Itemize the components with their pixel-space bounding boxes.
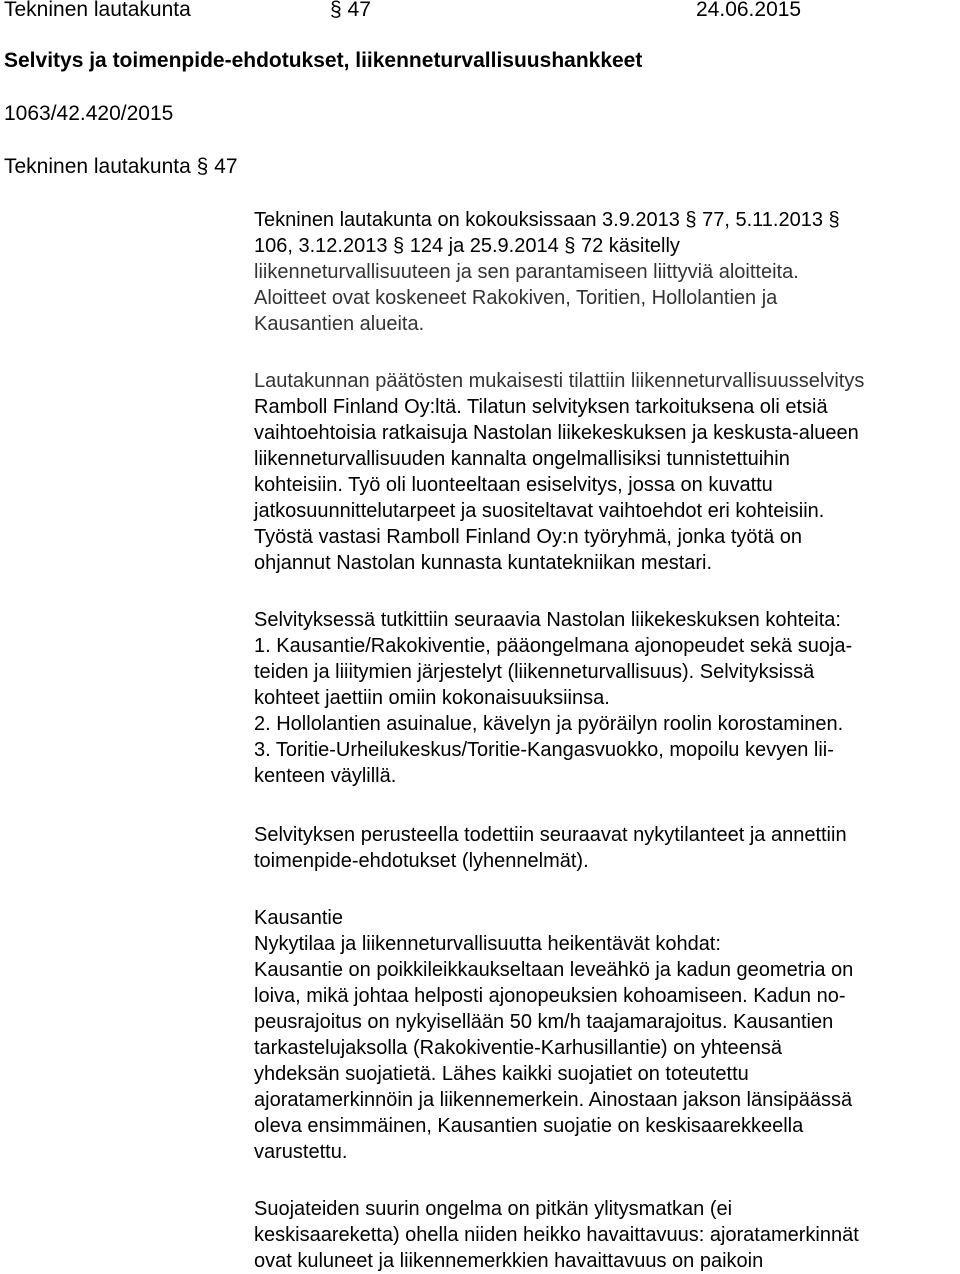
record-number: 1063/42.420/2015 <box>4 102 174 125</box>
text-line: ohjannut Nastolan kunnasta kuntatekniikan mestari. <box>254 552 713 574</box>
text-line: Selvityksessä tutkittiin seuraavia Nastolan liikekeskuksen kohteita: <box>254 609 841 631</box>
list-item: 2. Hollolantien asuinalue, kävelyn ja pyöräilyn roolin korostaminen. <box>254 713 844 735</box>
header-committee: Tekninen lautakunta <box>4 0 191 21</box>
text-line: 106, 3.12.2013 § 124 ja 25.9.2014 § 72 käsitelly <box>254 235 680 257</box>
header-section: § 47 <box>330 0 371 21</box>
document-title: Selvitys ja toimenpide-ehdotukset, liikenneturvallisuushankkeet <box>4 49 643 72</box>
text-line: tarkastelujaksolla (Rakokiventie-Karhusillantie) on yhteensä <box>254 1037 783 1059</box>
text-line: yhdeksän suojatietä. Lähes kaikki suojatiet on toteutettu <box>254 1063 749 1085</box>
text-line: Kausantie on poikkileikkaukseltaan leveähkö ja kadun geometria on <box>254 959 854 981</box>
text-line: kenteen väylillä. <box>254 765 397 787</box>
text-line: Nykytilaa ja liikenneturvallisuutta heikentävät kohdat: <box>254 933 721 955</box>
text-line: peusrajoitus on nykyisellään 50 km/h taajamarajoitus. Kausantien <box>254 1011 834 1033</box>
text-line: kohteet jaettiin omiin kokonaisuuksiinsa. <box>254 687 610 709</box>
text-line: toimenpide-ehdotukset (lyhennelmät). <box>254 850 589 872</box>
text-line: Selvityksen perusteella todettiin seuraavat nykytilanteet ja annettiin <box>254 824 847 846</box>
text-line: jatkosuunnittelutarpeet ja suositeltavat vaihtoehdot eri kohteisiin. <box>254 500 825 522</box>
section-heading: Kausantie <box>254 907 343 929</box>
text-line: teiden ja liiitymien järjestelyt (liikenneturvallisuus). Selvityksissä <box>254 661 815 683</box>
text-line: loiva, mikä johtaa helposti ajonopeuksien kohoamiseen. Kadun no- <box>254 985 846 1007</box>
text-line: vaihtoehtoisia ratkaisuja Nastolan liikekeskuksen ja keskusta-alueen <box>254 422 859 444</box>
text-line: kohteisiin. Työ oli luonteeltaan esiselvitys, jossa on kuvattu <box>254 474 773 496</box>
text-line: Ramboll Finland Oy:ltä. Tilatun selvityksen tarkoituksena oli etsiä <box>254 396 828 418</box>
text-line: oleva ensimmäinen, Kausantien suojatie on keskisaarekkeella <box>254 1115 804 1137</box>
subheading: Tekninen lautakunta § 47 <box>4 155 238 178</box>
header-date: 24.06.2015 <box>696 0 802 21</box>
text-line: Työstä vastasi Ramboll Finland Oy:n työryhmä, jonka työtä on <box>254 526 803 548</box>
text-line: keskisaareketta) ohella niiden heikko havaittavuus: ajoratamerkinnät <box>254 1224 859 1246</box>
text-line: liikenneturvallisuuden kannalta ongelmallisiksi tunnistettuihin <box>254 448 790 470</box>
text-line: ajoratamerkinnöin ja liikennemerkein. Ainostaan jakson länsipäässä <box>254 1089 853 1111</box>
list-item: 1. Kausantie/Rakokiventie, pääongelmana ajonopeudet sekä suoja- <box>254 635 853 657</box>
text-line: Kausantien alueita. <box>254 313 425 335</box>
text-line: varustettu. <box>254 1141 348 1163</box>
text-line: Suojateiden suurin ongelma on pitkän ylitysmatkan (ei <box>254 1198 733 1220</box>
text-line: ovat kuluneet ja liikennemerkkien havaittavuus on paikoin <box>254 1250 764 1272</box>
text-line: Tekninen lautakunta on kokouksissaan 3.9.2013 § 77, 5.11.2013 § <box>254 209 840 231</box>
text-line: Aloitteet ovat koskeneet Rakokiven, Toritien, Hollolantien ja <box>254 287 778 309</box>
text-line: liikenneturvallisuuteen ja sen parantamiseen liittyviä aloitteita. <box>254 261 799 283</box>
text-line: Lautakunnan päätösten mukaisesti tilattiin liikenneturvallisuusselvitys <box>254 370 865 392</box>
list-item: 3. Toritie-Urheilukeskus/Toritie-Kangasvuokko, mopoilu kevyen lii- <box>254 739 834 761</box>
